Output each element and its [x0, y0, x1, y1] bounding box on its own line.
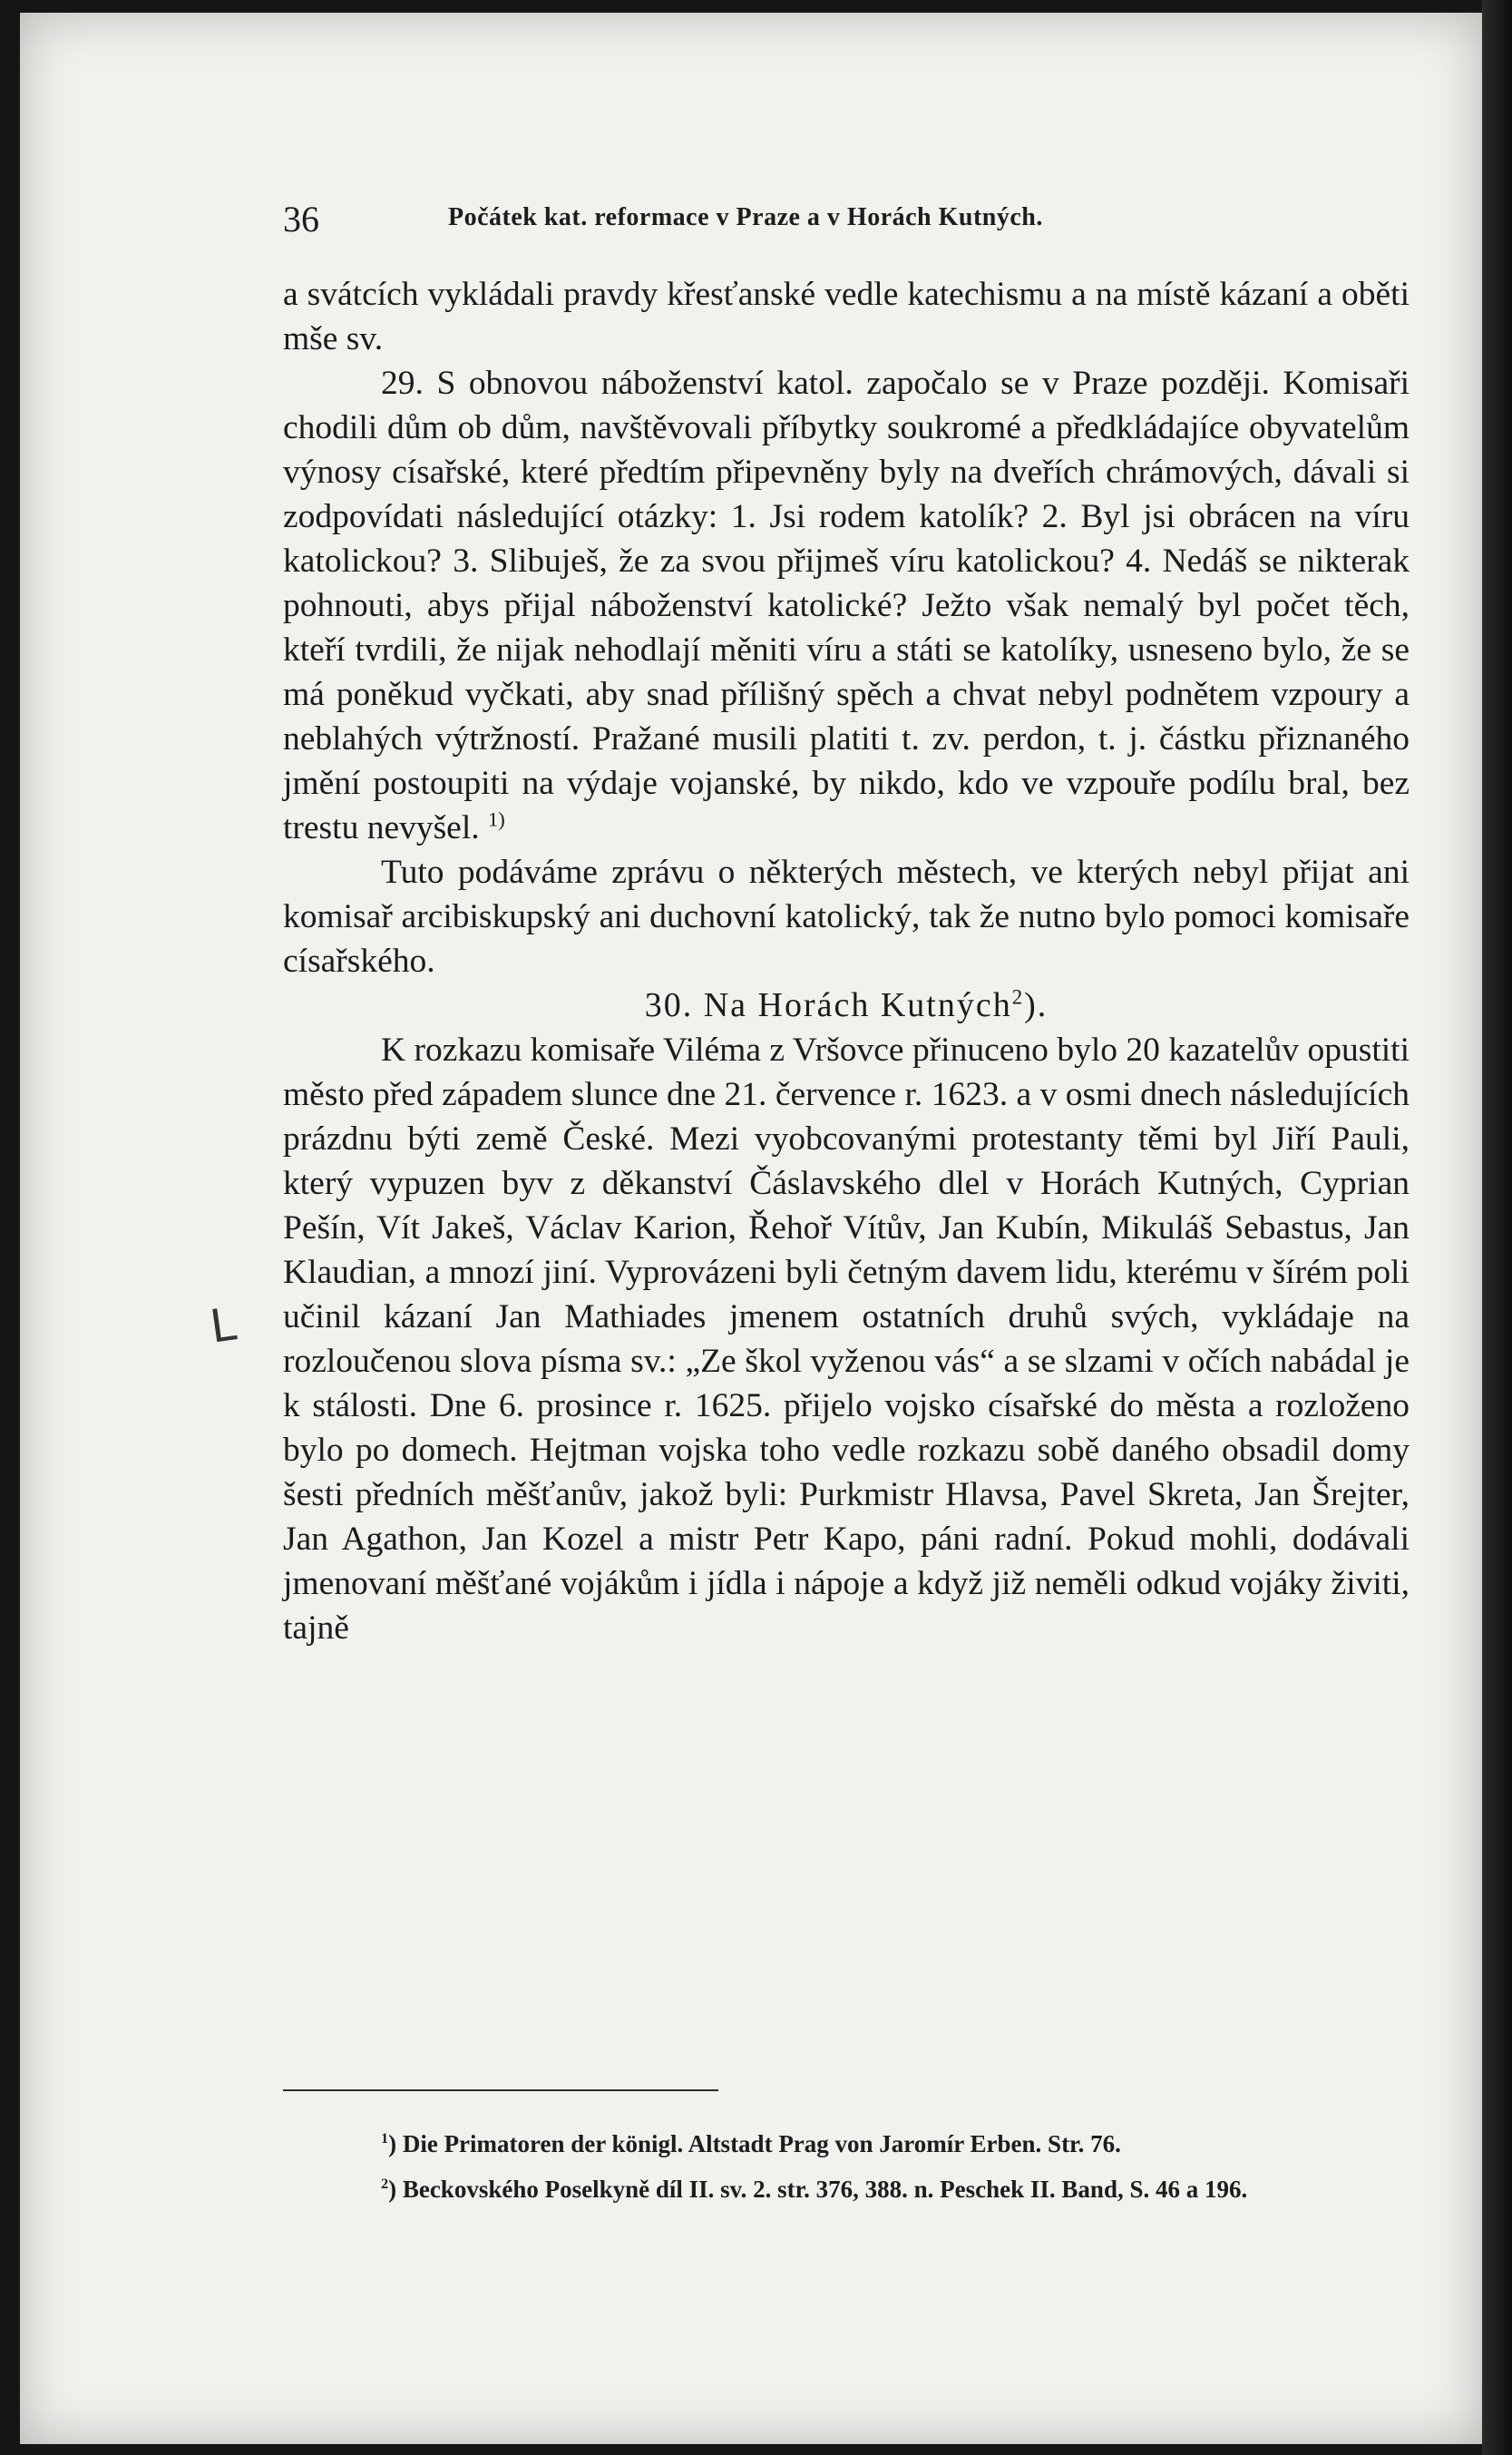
footnote-2	[283, 2166, 1410, 2212]
footnote-1-mark: 1	[381, 2130, 389, 2147]
footnote-ref-2: 2	[1011, 985, 1025, 1009]
footnote-rule	[283, 2089, 718, 2091]
section-heading-suffix: ).	[1024, 986, 1049, 1024]
footnotes	[283, 2121, 1410, 2212]
footnote-2-mark: 2	[381, 2176, 389, 2192]
section-heading-text: 30. Na Horách Kutných	[644, 986, 1012, 1024]
page-number: 36	[283, 199, 319, 240]
main-text	[283, 272, 1410, 1650]
paragraph-report: Tuto podáváme zprávu o některých městech, ve kterých nebyl přijat ani komisař arcibiskupský ani duchovní katolický, tak že nutno bylo pomoci komisaře císařského.	[283, 854, 1410, 980]
footnote-2-text: ) Beckovského Poselkyně díl II. sv. 2. str. 376, 388. n. Peschek II. Band, S. 46 a 196.	[388, 2176, 1248, 2203]
paragraph-29	[283, 361, 1410, 850]
margin-annotation: L	[207, 1297, 239, 1354]
footnote-ref-1: 1)	[488, 807, 505, 831]
page-edge	[1482, 0, 1512, 2455]
footnote-1	[283, 2121, 1410, 2166]
paragraph-29-text: 29. S obnovou náboženství katol. započalo se v Praze později. Komisaři chodili dům ob dům, navštěvovali příbytky soukromé a předkládajíce obyvatelům výnosy císařské, které předtím připevněny byly na dveřích chrámových, dávali si zodpovídati následující otázky: 1. Jsi rodem katolík? 2. Byl jsi obrácen na víru katolickou? 3. Slibuješ, že za svou přijmeš víru katolickou? 4. Nedáš se nikterak pohnouti, abys přijal náboženství katolické? Ježto však nemalý byl počet těch, kteří tvrdili, že nijak nehodlají měniti víru a státi se katolíky, usneseno bylo, že se má poněkud vyčkati, aby snad přílišný spěch a chvat nebyl podnětem vzpoury a neblahých výtržností. Pražané musili platiti t. zv. perdon, t. j. částku přiznaného jmění postoupiti na výdaje vojanské, by nikdo, kdo ve vzpouře podílu bral, bez trestu nevyšel.	[283, 365, 1410, 846]
paragraph-continuation: a svátcích vykládali pravdy křesťanské vedle katechismu a na místě kázaní a oběti mše sv.	[283, 276, 1410, 357]
section-heading	[283, 983, 1410, 1028]
paragraph-kutna-hora: K rozkazu komisaře Viléma z Vršovce přinuceno bylo 20 kazatelův opustiti město před západem slunce dne 21. července r. 1623. a v osmi dnech následujících prázdnu býti země České. Mezi vyobcovanými protestanty těmi byl Jiří Pauli, který vypuzen byv z děkanství Čáslavského dlel v Horách Kutných, Cyprian Pešín, Vít Jakeš, Václav Karion, Řehoř Vítův, Jan Kubín, Mikuláš Sebastus, Jan Klaudian, a mnozí jiní. Vyprovázeni byli četným davem lidu, kterému v šírém poli učinil kázaní Jan Mathiades jmenem ostatních druhů svých, vykládaje na rozloučenou slova písma sv.: „Ze škol vyženou vás“ a se slzami v očích nabádal je k stálosti. Dne 6. prosince r. 1625. přijelo vojsko císařské do města a rozloženo bylo po domech. Hejtman vojska toho vedle rozkazu sobě daného obsadil domy šesti předních měšťanův, jakož byli: Purkmistr Hlavsa, Pavel Skreta, Jan Šrejter, Jan Agathon, Jan Kozel a mistr Petr Kapo, páni radní. Pokud mohli, dodávali jmenovaní měšťané vojákům i jídla i nápoje a když již neměli odkud vojáky živiti, tajně	[283, 1032, 1410, 1647]
running-title: Počátek kat. reformace v Praze a v Horách Kutných.	[448, 203, 1043, 231]
footnote-1-text: ) Die Primatoren der königl. Altstadt Prag von Jaromír Erben. Str. 76.	[388, 2130, 1121, 2157]
page-header	[283, 198, 1408, 243]
